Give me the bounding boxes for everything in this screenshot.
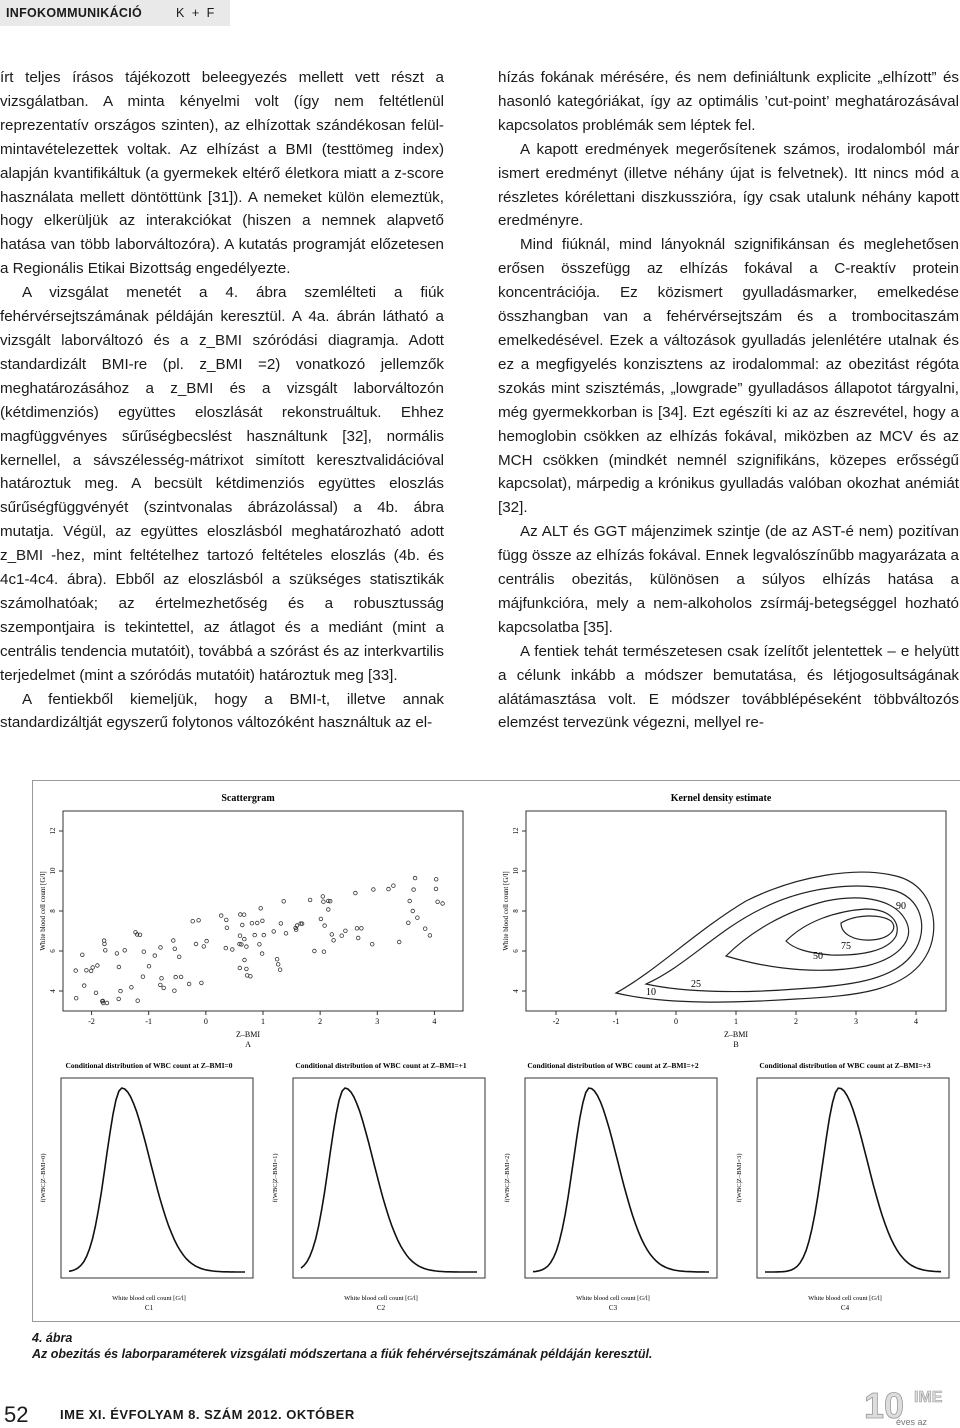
scatter-point — [330, 933, 334, 937]
scatter-point — [81, 953, 85, 957]
scatter-point — [322, 900, 326, 904]
conditional-x-label: White blood cell count [G/l] — [344, 1295, 418, 1302]
scatter-point — [354, 891, 358, 895]
paragraph: Az ALT és GGT májenzimek szintje (de az AST-é nem) pozitívan függ össze az elhízás fokával. Ennek legvalószínűbb magyarázata a centrális obezitás, különösen a súlyos elhízás hatása a májfunkcióra, mely a nem-alkoholos zsírmáj-betegséggel hozható kapcsolatba [35]. — [498, 523, 959, 636]
scatter-point — [147, 964, 151, 968]
journal-info: IME XI. ÉVFOLYAM 8. SZÁM 2012. OKTÓBER — [60, 1407, 355, 1422]
left-text-column — [0, 66, 444, 735]
density-x-label: Z–BMI — [724, 1030, 748, 1039]
conditional-plot — [497, 1056, 729, 1321]
density-frame — [526, 811, 946, 1011]
subsection-label: K + F — [176, 6, 217, 20]
density-curve — [69, 1088, 245, 1272]
scatter-point — [392, 884, 396, 888]
contour-label-10: 10 — [646, 987, 656, 998]
scatter-point — [105, 1001, 109, 1005]
scatter-point — [279, 922, 283, 926]
figure-caption — [32, 1330, 652, 1362]
section-tab — [0, 0, 230, 26]
scatter-point — [356, 936, 360, 940]
scatter-point — [255, 921, 259, 925]
scatter-point — [321, 895, 325, 899]
scatter-point — [243, 958, 247, 962]
scatter-point — [219, 914, 223, 918]
scatter-point — [115, 952, 119, 956]
scatter-point — [242, 913, 246, 917]
scatter-plot — [33, 781, 493, 1051]
scatter-point — [142, 950, 146, 954]
scatter-point — [117, 965, 121, 969]
scatter-point — [413, 876, 417, 880]
scatter-point — [119, 989, 123, 993]
scatter-point — [197, 919, 201, 923]
page-number: 52 — [4, 1402, 29, 1427]
contour-label-90: 90 — [896, 901, 906, 912]
y-tick-label: 4 — [49, 989, 57, 993]
scatter-point — [238, 934, 242, 938]
scatter-point — [202, 945, 206, 949]
y-tick-label: 10 — [49, 867, 57, 875]
scatter-point — [253, 933, 257, 937]
scatter-point — [136, 999, 140, 1003]
scatter-point — [94, 991, 98, 995]
conditional-panel-3 — [497, 1056, 729, 1321]
scatter-point — [74, 969, 78, 973]
x-tick-label: 3 — [375, 1017, 380, 1026]
scatter-point — [104, 949, 108, 953]
scatter-point — [130, 986, 134, 990]
scatter-point — [434, 878, 438, 882]
scatter-point — [322, 950, 326, 954]
scatter-point — [239, 913, 243, 917]
ime-anniversary-logo — [858, 1384, 958, 1427]
scatter-point — [436, 900, 440, 904]
conditional-x-label: White blood cell count [G/l] — [808, 1295, 882, 1302]
paragraph: A fentiekből kiemeljük, hogy a BMI-t, illetve annak standardizáltját egyszerű folytonos változóként használtuk az el- — [0, 690, 444, 732]
density-panel — [496, 781, 960, 1051]
scatter-point — [160, 977, 164, 981]
scatter-point — [177, 955, 181, 959]
right-text-column — [498, 66, 959, 735]
density-sublabel: B — [733, 1040, 739, 1049]
paragraph: Mind fiúknál, mind lányoknál szignifikánsan és meglehetősen erősen összefügg az elhízás fokával a C-reaktív protein koncentrációja. Ez közismert gyulladásmarker, emelkedése összhangban van a fehérvérsejtszám és a trombocitaszám emelkedésével. Ezek a változások gyulladás jelenlétére utalnak és ez a megfigyelés konzisztens az irodalommal: az obezitást régóta szokás mint szisztémás, „lowgrade” gyulladásos állapotot tárgyalni, még gyermekkorban is [34]. Ezt egészíti ki az az észrevétel, hogy a hemoglobin csökken az elhízás fokával, miközben az MCV és az MCH csökken (mindkét nemnél szignifikáns, közepes erősségű kapcsolat), márpedig a krónikus gyulladás valóban okozhat anémiát [32]. — [498, 236, 959, 517]
scatter-point — [372, 888, 376, 892]
scatter-point — [74, 996, 78, 1000]
density-curve — [765, 1088, 941, 1272]
scatter-point — [272, 930, 276, 934]
scatter-point — [332, 939, 336, 943]
scatter-point — [355, 927, 359, 931]
y-tick-label: 4 — [512, 989, 520, 993]
scatter-point — [258, 943, 262, 947]
scatter-point — [428, 934, 432, 938]
scatter-point — [123, 949, 127, 953]
scatter-point — [250, 921, 254, 925]
scatter-point — [174, 975, 178, 979]
conditional-y-label: f(WBC|Z–BMI=2) — [504, 1153, 511, 1203]
density-y-label: White blood cell count [G/l] — [502, 871, 510, 951]
x-tick-label: 0 — [674, 1017, 678, 1026]
contour-label-50: 50 — [813, 951, 823, 962]
svg-text:10: 10 — [864, 1385, 905, 1426]
scatter-point — [231, 948, 235, 952]
scatter-point — [408, 899, 412, 903]
conditional-title: Conditional distribution of WBC count at Z–BMI=+2 — [527, 1061, 699, 1070]
x-tick-label: -2 — [552, 1017, 560, 1026]
scatter-point — [262, 933, 266, 937]
conditional-plot — [265, 1056, 497, 1321]
paragraph: A kapott eredmények megerősítenek számos, irodalomból már ismert eredményt (illetve néhány újat is felvetnek). Itt nincs mód a részletes kórélettani diszkusszióra, így csak utalunk néhány kapott eredményre. — [498, 140, 959, 230]
x-tick-label: 0 — [203, 1017, 208, 1026]
x-tick-label: 1 — [261, 1017, 265, 1026]
scatter-point — [308, 898, 312, 902]
scatter-point — [96, 964, 100, 968]
scatter-point — [241, 923, 245, 927]
y-tick-label: 6 — [512, 949, 520, 953]
scatter-point — [243, 937, 247, 941]
paragraph: A fentiek tehát természetesen csak ízelítőt jelentettek – e helyütt a célunk inkább a módszer bemutatása, és létjogosultságának alátámasztása volt. E módszer továbblépéseként többváltozós elemzést tervezünk végezni, mellyel re- — [498, 642, 959, 732]
scatter-point — [340, 934, 344, 938]
scatter-point — [225, 918, 229, 922]
caption-text: Az obezitás és laborparaméterek vizsgálati módszertana a fiúk fehérvérsejtszámának példáján keresztül. — [32, 1347, 653, 1361]
density-x-ticks — [553, 1011, 918, 1026]
scatter-point — [407, 921, 411, 925]
scatter-point — [441, 902, 445, 906]
scatter-point — [344, 929, 348, 933]
scatter-point — [397, 940, 401, 944]
scatter-y-label: White blood cell count [G/l] — [39, 871, 47, 951]
y-tick-label: 10 — [512, 867, 520, 875]
scatter-point — [162, 986, 166, 990]
x-tick-label: -1 — [145, 1017, 153, 1026]
density-y-ticks — [512, 827, 526, 993]
x-tick-label: 2 — [318, 1017, 323, 1026]
paragraph: hízás fokának mérésére, és nem definiáltunk explicite „elhízott” és hasonló kategóriákat, így az optimális ’cut-point’ meghatározásával kapcsolatos problémák sem léptek fel. — [498, 69, 959, 134]
scatter-point — [91, 966, 95, 970]
scatter-point — [238, 966, 242, 970]
conditional-x-label: White blood cell count [G/l] — [576, 1295, 650, 1302]
scatter-x-ticks — [88, 1011, 436, 1026]
x-tick-label: 4 — [914, 1017, 918, 1026]
scatter-point — [153, 954, 157, 958]
x-tick-label: 4 — [432, 1017, 437, 1026]
svg-text:éves az: éves az — [896, 1417, 928, 1427]
conditional-title: Conditional distribution of WBC count at Z–BMI=+3 — [759, 1061, 931, 1070]
conditional-frame — [293, 1078, 485, 1278]
density-contours — [616, 872, 934, 1002]
scatter-point — [225, 926, 229, 930]
section-label: INFOKOMMUNIKÁCIÓ — [6, 6, 143, 20]
conditional-title: Conditional distribution of WBC count at Z–BMI=0 — [65, 1061, 233, 1070]
scatter-point — [411, 909, 415, 913]
scatter-sublabel: A — [245, 1040, 251, 1049]
conditional-sublabel: C1 — [144, 1304, 154, 1312]
scatter-point — [323, 924, 327, 928]
scatter-point — [370, 942, 374, 946]
scatter-point — [200, 981, 204, 985]
scatter-point — [416, 916, 420, 920]
conditional-title: Conditional distribution of WBC count at Z–BMI=+1 — [295, 1061, 467, 1070]
scatter-point — [205, 939, 209, 943]
contour-label-25: 25 — [691, 979, 701, 990]
conditional-panel-1 — [33, 1056, 265, 1321]
scatter-point — [191, 919, 195, 923]
conditional-y-label: f(WBC|Z–BMI=0) — [40, 1153, 47, 1203]
caption-number: 4. ábra — [32, 1331, 73, 1345]
y-tick-label: 6 — [49, 949, 57, 953]
scatter-frame — [63, 811, 463, 1011]
contour-10 — [616, 872, 934, 1002]
scatter-point — [278, 968, 282, 972]
scatter-point — [82, 984, 86, 988]
conditional-sublabel: C4 — [840, 1304, 850, 1312]
scatter-points — [74, 876, 445, 1005]
scatter-point — [275, 957, 279, 961]
scatter-point — [313, 949, 317, 953]
y-tick-label: 12 — [49, 827, 57, 835]
y-tick-label: 8 — [49, 909, 57, 913]
scatter-point — [187, 982, 191, 986]
scatter-point — [319, 917, 323, 921]
scatter-point — [159, 983, 163, 987]
scatter-y-ticks — [49, 827, 63, 993]
scatter-point — [423, 927, 427, 931]
conditional-panel-4 — [729, 1056, 960, 1321]
x-tick-label: 2 — [794, 1017, 798, 1026]
scatter-point — [282, 900, 286, 904]
conditional-panel-2 — [265, 1056, 497, 1321]
scatter-point — [194, 942, 198, 946]
scatter-point — [141, 975, 145, 979]
conditional-sublabel: C3 — [608, 1304, 618, 1312]
scatter-point — [173, 947, 177, 951]
svg-text:IME: IME — [914, 1389, 943, 1406]
scatter-point — [327, 908, 331, 912]
scatter-point — [261, 919, 265, 923]
figure-4 — [32, 780, 960, 1322]
conditional-sublabel: C2 — [376, 1304, 386, 1312]
paragraph: írt teljes írásos tájékozott beleegyezés mellett vett részt a vizsgálatban. A minta kényelmi volt (így nem feltétlenül reprezentatív országos szinten), az elhízottak szándékosan felül-mintavételezettek voltak. Az elhízást a BMI (testtömeg index) alapján kvantifikáltuk (a gyermekek eltérő életkora miatt a z-score használata mellett döntöttünk [31]). A nemeket külön elemeztük, hogy elkerüljük az interakciókat (hiszen a nemnek alapvető hatása van több laborváltozóra). A kutatás programját előzetesen a Regionális Etikai Bizottság engedélyezte. — [0, 69, 444, 278]
x-tick-label: -2 — [88, 1017, 95, 1026]
conditional-x-label: White blood cell count [G/l] — [112, 1295, 186, 1302]
x-tick-label: 1 — [734, 1017, 738, 1026]
contour-90 — [841, 916, 894, 940]
scatter-point — [434, 887, 438, 891]
page-header — [0, 0, 960, 26]
scatter-point — [85, 969, 89, 973]
conditional-y-label: f(WBC|Z–BMI=3) — [736, 1153, 743, 1203]
scatter-point — [179, 975, 183, 979]
density-curve — [301, 1088, 477, 1272]
scatter-point — [245, 945, 249, 949]
conditional-y-label: f(WBC|Z–BMI=1) — [272, 1153, 279, 1203]
scatter-point — [159, 946, 163, 950]
scatter-point — [117, 997, 121, 1001]
scatter-panel — [33, 781, 493, 1051]
scatter-point — [245, 967, 249, 971]
density-curve — [533, 1088, 709, 1272]
scatter-point — [173, 989, 177, 993]
scatter-title: Scattergram — [221, 793, 275, 804]
density-title: Kernel density estimate — [670, 793, 772, 804]
conditional-frame — [525, 1078, 717, 1278]
contour-label-75: 75 — [841, 941, 851, 952]
conditional-plot — [729, 1056, 960, 1321]
density-plot — [496, 781, 960, 1051]
x-tick-label: -1 — [612, 1017, 620, 1026]
x-tick-label: 3 — [854, 1017, 858, 1026]
scatter-point — [260, 952, 264, 956]
conditional-plot — [33, 1056, 265, 1321]
scatter-point — [172, 939, 176, 943]
scatter-x-label: Z–BMI — [236, 1030, 260, 1039]
scatter-point — [412, 888, 416, 892]
scatter-point — [360, 927, 364, 931]
scatter-point — [259, 907, 263, 911]
y-tick-label: 8 — [512, 909, 520, 913]
paragraph: A vizsgálat menetét a 4. ábra szemlélteti a fiúk fehérvérsejtszámának példáján keresztül. A 4a. ábrán látható a vizsgált laborváltozó és a z_BMI szóródási diagramja. Adott standardizált BMI-re (pl. z_BMI =2) vonatkozó jellemzők meghatározásához a z_BMI és a vizsgált laborváltozón (kétdimenziós) együttes eloszlását rekonstruáltuk. Ehhez magfüggvényes sűrűségbecslést használtunk [32], normális kernellel, a sávszélesség-mátrixot simított keresztvalidációval határoztuk meg. A becsült kétdimenziós együttes eloszlás sűrűségfüggvényét (szintvonalas ábrázolással) a 4b. ábra mutatja. Végül, az együttes eloszlásból meghatározható adott z_BMI -hez, mint feltételhez tartozó feltételes eloszlás (4b. és 4c1-4c4. ábra). Ebből az eloszlásból a szükséges statisztikák számolhatóak; az értelmezhetőség és a robusztusság szempontjaira is tekintettel, az átlagot és a mediánt (mint a centrális tendencia mutatóit), továbbá a szórást és az interkvartilis terjedelmet (mint a szóródás mutatóit) határoztuk meg [33]. — [0, 284, 444, 684]
scatter-point — [284, 932, 288, 936]
y-tick-label: 12 — [512, 827, 520, 835]
scatter-point — [276, 963, 280, 967]
scatter-point — [224, 946, 228, 950]
scatter-point — [387, 887, 391, 891]
